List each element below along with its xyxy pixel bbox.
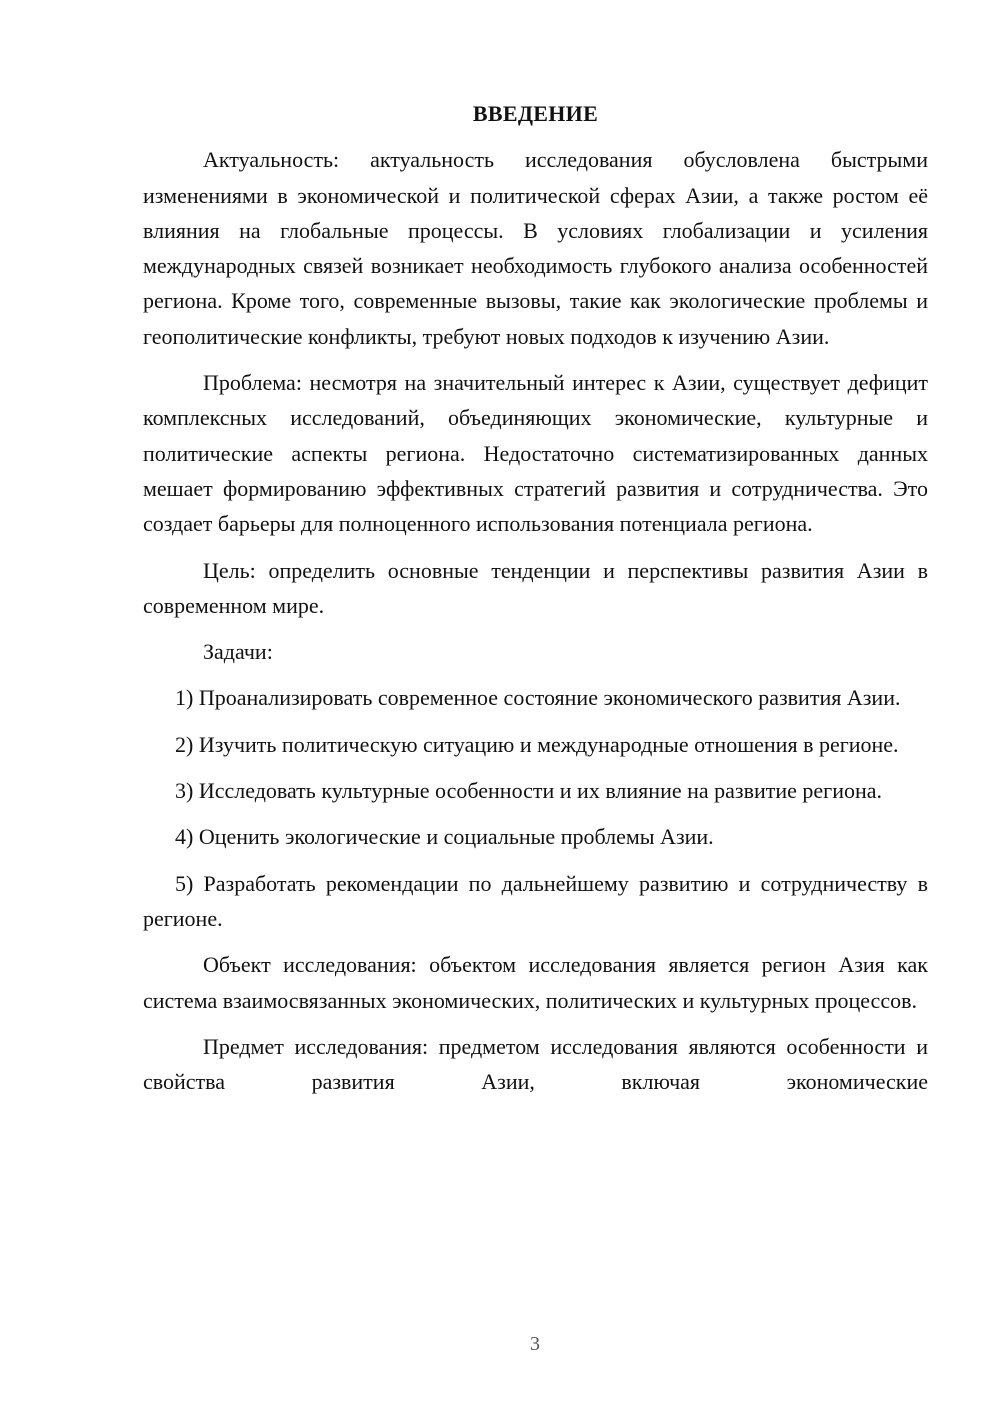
subject-paragraph: Предмет исследования: предметом исследования являются особенности и свойства развития Азии, включая экономические	[143, 1033, 928, 1095]
relevance-paragraph: Актуальность: актуальность исследования обусловлена быстрыми изменениями в экономической и политической сферах Азии, а также ростом её влияния на глобальные процессы. В условиях глобализации и усиления международных связей возникает необходимость глубокого анализа особенностей региона. Кроме того, современные вызовы, такие как экологические проблемы и геополитические конфликты, требуют новых подходов к изучению Азии.	[143, 147, 928, 349]
section-title: ВВЕДЕНИЕ	[472, 101, 599, 126]
task-item: 4) Оценить экологические и социальные проблемы Азии.	[175, 824, 714, 850]
task-item: 3) Исследовать культурные особенности и их влияние на развитие региона.	[175, 778, 883, 804]
task-item: 2) Изучить политическую ситуацию и международные отношения в регионе.	[175, 731, 899, 757]
goal-paragraph: Цель: определить основные тенденции и перспективы развития Азии в современном мире.	[143, 557, 928, 618]
object-paragraph: Объект исследования: объектом исследования является регион Азия как система взаимосвязанных экономических, политических и культурных процессов.	[143, 952, 928, 1013]
tasks-heading: Задачи:	[203, 639, 273, 665]
task-item: 5) Разработать рекомендации по дальнейшему развитию и сотрудничеству в регионе.	[143, 870, 928, 931]
page-number: 3	[530, 1333, 540, 1355]
document-page	[143, 96, 928, 1110]
task-item: 1) Проанализировать современное состояние экономического развития Азии.	[175, 685, 901, 711]
problem-paragraph: Проблема: несмотря на значительный интерес к Азии, существует дефицит комплексных исследований, объединяющих экономические, культурные и политические аспекты региона. Недостаточно систематизированных данных мешает формированию эффективных стратегий развития и сотрудничества. Это создает барьеры для полноценного использования потенциала региона.	[143, 370, 928, 537]
